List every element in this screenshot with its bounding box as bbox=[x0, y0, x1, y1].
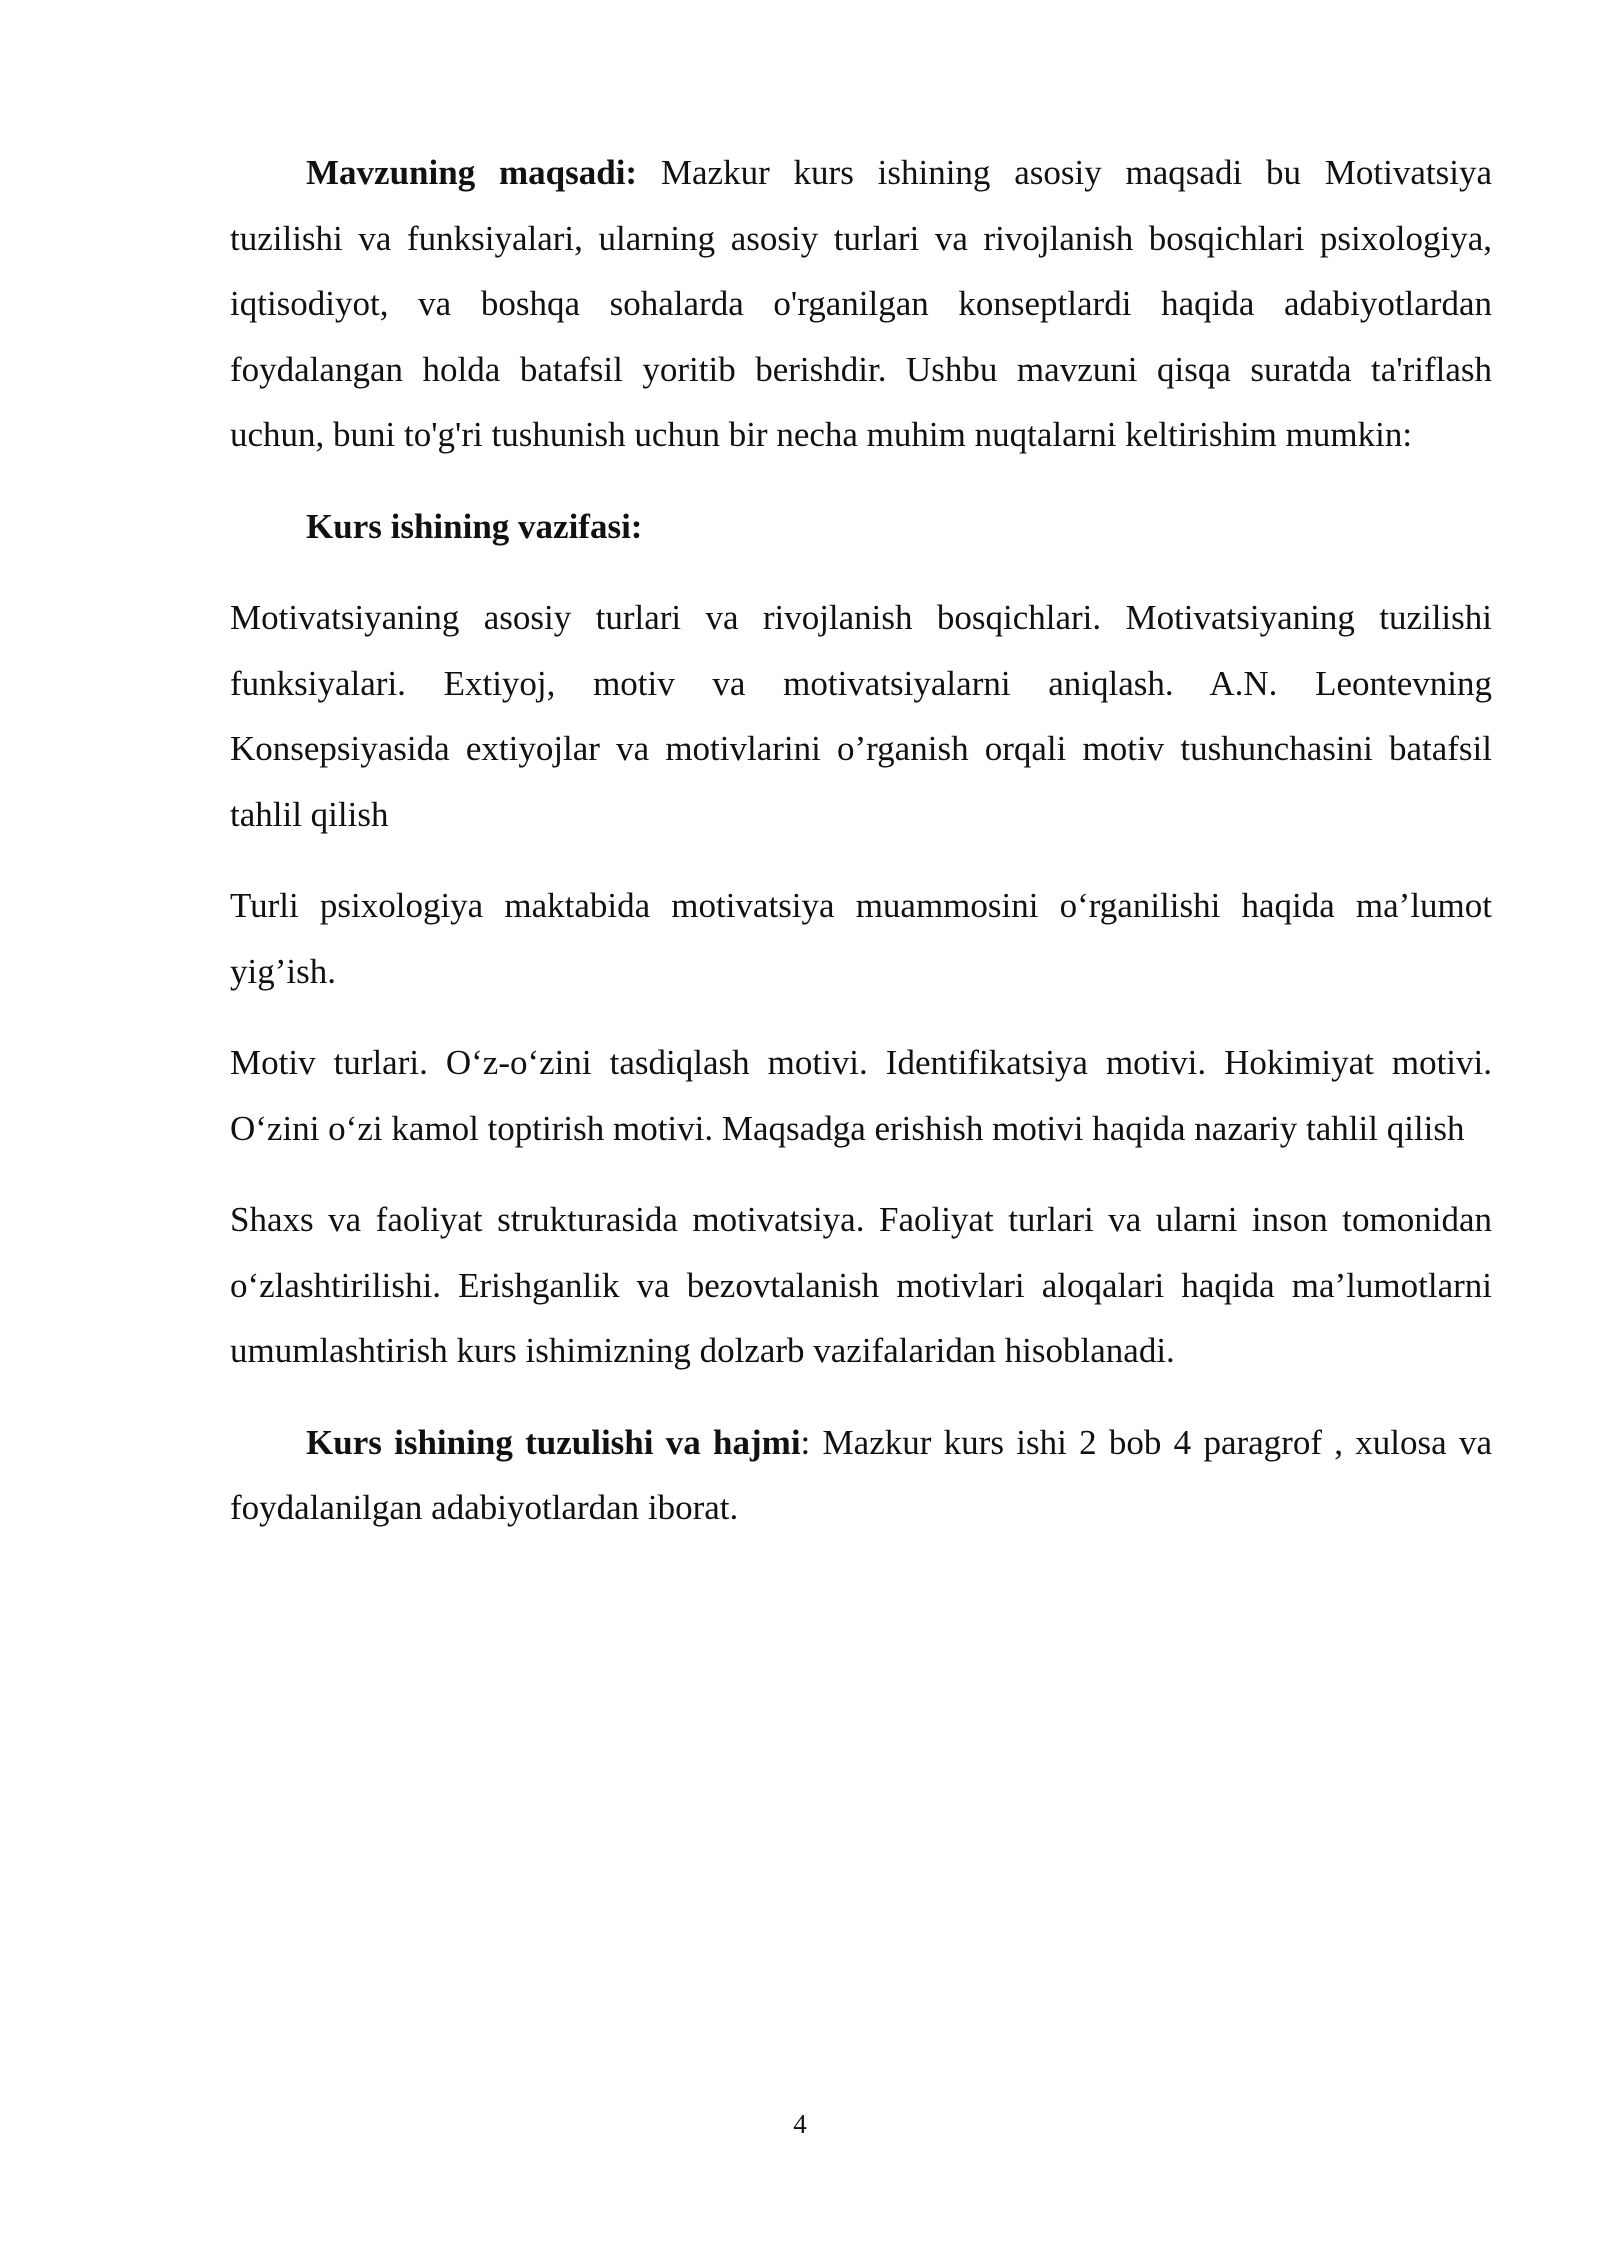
goal-label: Mavzuning maqsadi: bbox=[306, 153, 638, 192]
structure-label: Kurs ishining tuzulishi va hajmi bbox=[306, 1422, 801, 1462]
document-page bbox=[230, 140, 1492, 1567]
task-paragraph-2: Turli psixologiya maktabida motivatsiya muammosini oʻrganilishi haqida ma’lumot yig’ish. bbox=[230, 886, 1492, 991]
task-paragraph-4: Shaxs va faoliyat strukturasida motivatsiya. Faoliyat turlari va ularni inson tomonidan oʻzlashtirilishi. Erishganlik va bezovtalanish motivlari aloqalari haqida ma’lumotlarni umumlashtirish kurs ishimizning dolzarb vazifalaridan hisoblanadi. bbox=[230, 1200, 1492, 1370]
goal-paragraph bbox=[230, 140, 1492, 468]
task-paragraph-1: Motivatsiyaning asosiy turlari va rivojlanish bosqichlari. Motivatsiyaning tuzilishi funksiyalari. Extiyoj, motiv va motivatsiyalarni aniqlash. A.N. Leontevning Konsepsiyasida extiyojlar va motivlarini o’rganish orqali motiv tushunchasini batafsil tahlil qilish bbox=[230, 598, 1492, 834]
structure-paragraph bbox=[230, 1410, 1492, 1541]
task-paragraph-3: Motiv turlari. Oʻz-oʻzini tasdiqlash motivi. Identifikatsiya motivi. Hokimiyat motivi. Oʻzini oʻzi kamol toptirish motivi. Maqsadga erishish motivi haqida nazariy tahlil qilish bbox=[230, 1043, 1492, 1148]
goal-text: Mazkur kurs ishining asosiy maqsadi bu Motivatsiya tuzilishi va funksiyalari, ularning asosiy turlari va rivojlanish bosqichlari psixologiya, iqtisodiyot, va boshqa sohalarda o'rganilgan konseptlardi haqida adabiyotlardan foydalangan holda batafsil yoritib berishdir. Ushbu mavzuni qisqa suratda ta'riflash uchun, buni to'g'ri tushunish uchun bir necha muhim nuqtalarni keltirishim mumkin: bbox=[230, 153, 1492, 454]
structure-text: : Mazkur kurs ishi 2 bob 4 paragrof , xulosa va foydalanilgan adabiyotlardan iborat. bbox=[230, 1422, 1492, 1527]
tasks-heading: Kurs ishining vazifasi: bbox=[306, 506, 643, 546]
page-number: 4 bbox=[793, 2109, 807, 2139]
